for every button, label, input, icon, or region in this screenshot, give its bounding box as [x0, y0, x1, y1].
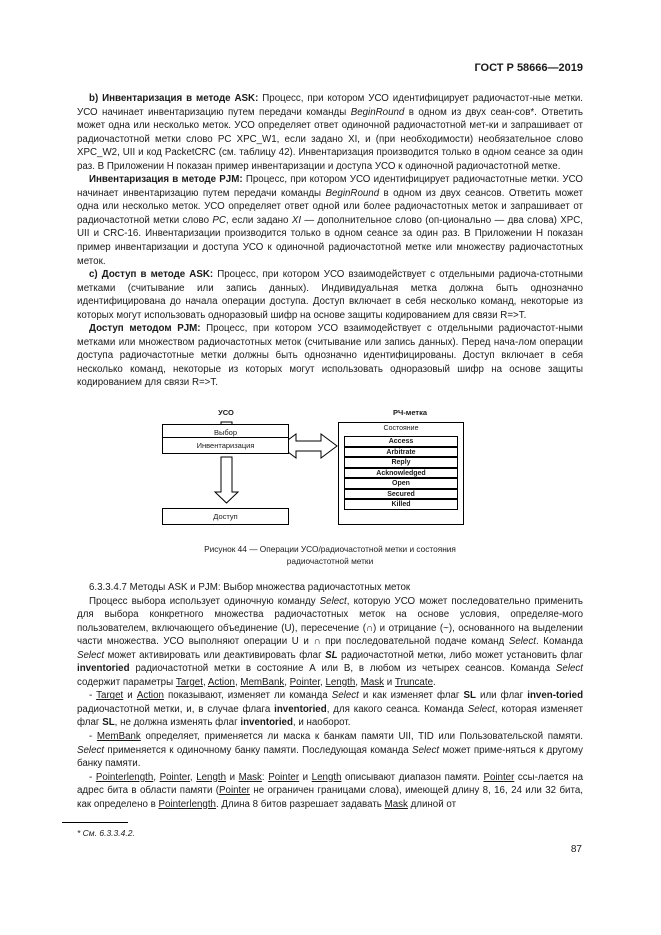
text: содержит параметры: [77, 676, 176, 688]
param-name: Action: [136, 690, 164, 702]
param-name: Pointer: [483, 771, 515, 783]
footnote: * См. 6.3.3.4.2.: [77, 828, 135, 838]
paragraph: - Pointerlength, Pointer, Length и Mask: Pointer и Length описывают диапазон памяти. Pointer ссы-лается на адрес бита в области памяти (Pointer не ограничен границами слова), имеющей длину 8, 16, 24 или 32 бита, как определено в Pointerlength. Длина 8 битов разрешает задавать Mask длиной от: [77, 771, 584, 810]
text: и: [226, 771, 239, 783]
word-name: XI: [291, 214, 302, 226]
down-arrow-2: [215, 457, 238, 503]
flag-name: inven-toried: [527, 690, 584, 702]
text: и: [299, 771, 312, 783]
text: Процесс выбора использует одиночную команду: [89, 595, 320, 607]
section-title: 6.3.3.4.7 Методы ASK и PJM: Выбор множества радиочастотных меток: [89, 582, 411, 593]
param-name: Pointerlength: [158, 798, 216, 810]
text: может активировать или деактивировать флаг: [104, 649, 326, 661]
command-name: BeginRound: [350, 106, 405, 118]
access-box: Доступ: [162, 508, 289, 525]
text: Процесс, при котором УСО взаимодействует с отдельными радиочастот-ными метками или множеством радиочастотных меток (считывание или запись данных). Перед нача-лом операции доступа радиочастотные метки должны быть однозначно идентифицированы. Доступ включает в себя несколько команд, некоторые из которых могут использовать одноразовый шифр на основе защиты кодированием для связи R=>T.: [77, 323, 583, 389]
text: ссы-лается на адрес бита в области памяти (: [77, 771, 584, 797]
text: радиочастотной метки, и, в случае флага: [77, 703, 275, 715]
caption-line: Рисунок 44 — Операции УСО/радиочастотной метки и состояния: [204, 544, 456, 554]
text: и как изменяет флаг: [358, 690, 464, 702]
param-name: Target: [175, 676, 203, 688]
command-name: Select: [77, 649, 105, 661]
text: -: [89, 731, 97, 743]
state-access: Access: [344, 436, 458, 447]
param-name: Mask: [384, 798, 408, 810]
paragraph: Процесс выбора использует одиночную команду Select, которую УСО может последовательно применить для выбора конкретного множества радиочастотных меток на основе условия, определяе-мого пользователем, включающего объединение (U), пересечение (∩) и отрицание (~), основанного на выделении части множества. УСО выполняют операции U и ∩ при последовательной подаче команд Select. Команда Select может активировать или деактивировать флаг SL радиочастотной метки, либо может установить флаг inventoried радиочастотной метки в состояние А или В, в любом из четырех сеансов. Команда Select содержит параметры Target, Action, MemBank, Pointer, Length, Mask и Truncate.: [77, 595, 584, 688]
text: и: [123, 690, 137, 702]
tag-title: РЧ-метка: [393, 408, 427, 417]
command-name: Select: [77, 744, 105, 756]
state-secured: Secured: [344, 489, 458, 500]
state-acknowledged: Acknowledged: [344, 468, 458, 479]
param-name: Pointerlength: [95, 771, 154, 783]
page-number: 87: [570, 844, 582, 855]
text: . Длина 8 битов разрешает задавать: [215, 798, 385, 810]
word-name: PC: [212, 214, 226, 226]
text: .: [433, 676, 436, 688]
text: радиочастотной метки в состояние А или В, в любом из четырех сеансов. Команда: [129, 663, 556, 675]
text: , которую УСО может последовательно применить для выбора конкретного множества радиочастотных меток на основе условия, определяе-мого пользователем, включающего объединение (U), пересечение (∩) и отрицание (~), основанного на выделении части множества. УСО выполняют операции U и ∩ при последовательной подаче команд: [77, 595, 584, 648]
param-name: Action: [207, 676, 235, 688]
param-name: Target: [96, 690, 124, 702]
flag-name: inventoried: [240, 717, 293, 729]
text: . Команда: [535, 636, 583, 648]
command-name: BeginRound: [325, 187, 380, 199]
command-name: Select: [412, 744, 440, 756]
text: :: [261, 771, 265, 783]
text: Процесс, при котором УСО взаимодействует с отдельными радиоча-стотными метками (считывание или запись данных). Индивидуальная метка должна быть однозначно идентифицирована до начала операции доступа. Доступ включает в себя несколько команд, некоторые из которых могут использовать одноразовый шифр на основе защиты кодированием для связи R=>T.: [77, 269, 583, 321]
state-list: [344, 436, 458, 510]
text: длиной от: [407, 798, 457, 810]
term: Инвентаризация в методе PJM:: [89, 174, 243, 186]
param-name: Pointer: [289, 676, 321, 688]
state-arbitrate: Arbitrate: [344, 447, 458, 458]
text: описывают диапазон памяти.: [341, 771, 484, 783]
figure-caption: [150, 544, 510, 567]
text: и: [384, 676, 395, 688]
param-name: Truncate: [394, 676, 433, 688]
command-name: Select: [319, 595, 347, 607]
text: или флаг: [475, 690, 528, 702]
text: -: [89, 690, 97, 702]
term: b) Инвентаризация в методе ASK:: [89, 93, 259, 104]
param-name: Mask: [238, 771, 262, 783]
paragraph: [77, 730, 583, 771]
param-name: MemBank: [240, 676, 285, 688]
text: , для какого сеанса. Команда: [326, 703, 468, 715]
state-reply: Reply: [344, 457, 458, 468]
flag-name: SL: [325, 649, 338, 661]
text: , и наоборот.: [292, 717, 351, 729]
flag-name: inventoried: [274, 703, 327, 715]
tag-states-panel: [338, 422, 464, 525]
text: -: [89, 771, 96, 783]
flag-name: SL: [102, 717, 115, 729]
text: определяет, применяется ли маска к банкам памяти UII, TID или Пользовательской памяти.: [140, 731, 584, 743]
param-name: Pointer: [219, 785, 250, 797]
footnote-divider: [62, 822, 128, 823]
flag-name: inventoried: [77, 663, 130, 675]
text: , не должна изменять флаг: [114, 717, 241, 729]
text: применяется к одиночному банку памяти. Последующая команда: [104, 744, 412, 756]
text: в одном из двух сеансов. Ответить может одна или несколько меток. УСО определяет ответ одной или более радиочастотных меток и запрашивает от радиочастотной метки слово: [77, 187, 583, 226]
command-name: Select: [555, 663, 583, 675]
command-name: Select: [331, 690, 359, 702]
body-text-bottom: [77, 581, 583, 811]
text: — дополнительное слово (оп-ционально — два слова) XPC, UII и CRC-16. Инвентаризации производится только в одном сеансе за один раз. В Приложении Н показан пример инвентаризации и доступа УСО к одиночной радиочастотной метке или множеству радиочастотных меток.: [77, 214, 583, 267]
flag-name: SL: [463, 690, 476, 702]
state-open: Open: [344, 478, 458, 489]
inventory-box: Инвентаризация: [162, 437, 289, 454]
text: Процесс, при котором УСО идентифицирует радиочастот-ные метки. УСО начинает инвентаризацию путем передачи команды: [77, 93, 583, 118]
command-name: Select: [508, 636, 536, 648]
text: в одном из двух сеан-сов*. Ответить может одна или несколько меток. УСО определяет ответ одиночной радиочастотной мет-ки и запрашивает от радиочастотной метки слово PC XPC_W1, если задано XI, и (при необходимости) необязательное слово XPC_W2, UII и код PacketCRC (см. таблицу 42). Инвентаризация производится только в одном сеансе за один раз. В Приложении Н показан пример инвентаризации и доступа УСО к одиночной радиочастотной метке.: [77, 106, 583, 172]
param-name: Mask: [360, 676, 384, 688]
param-name: MemBank: [96, 731, 141, 743]
caption-line: радиочастотной метки: [286, 555, 374, 566]
paragraph: [77, 689, 583, 730]
param-name: Length: [325, 676, 356, 688]
param-name: Length: [196, 771, 227, 783]
text: может приме-няться к другому банку памяти.: [77, 744, 583, 770]
states-header: Состояние: [383, 425, 419, 432]
term: Доступ методом PJM:: [89, 323, 201, 335]
text: показывают, изменяет ли команда: [163, 690, 332, 702]
param-name: Length: [311, 771, 342, 783]
text: , если задано: [225, 214, 292, 226]
command-name: Select: [467, 703, 495, 715]
param-name: Pointer: [159, 771, 190, 783]
reader-title: УСО: [218, 408, 234, 417]
text: не ограничен границами слова), имеющей длину 8, 16, 24 или 32 бита, как определено в: [77, 785, 583, 810]
text: радиочастотной метки, либо может установить флаг: [337, 649, 583, 661]
param-name: Pointer: [268, 771, 300, 783]
term: c) Доступ в методе ASK:: [89, 269, 214, 281]
text: , которая изменяет флаг: [77, 703, 583, 729]
select-box: Выбор: [162, 424, 289, 441]
text: Процесс, при котором УСО идентифицирует радиочастотные метки. УСО начинает инвентаризацию путем передачи команды: [77, 174, 583, 199]
page-header: ГОСТ Р 58666—2019: [474, 62, 583, 74]
state-killed: Killed: [344, 499, 458, 510]
